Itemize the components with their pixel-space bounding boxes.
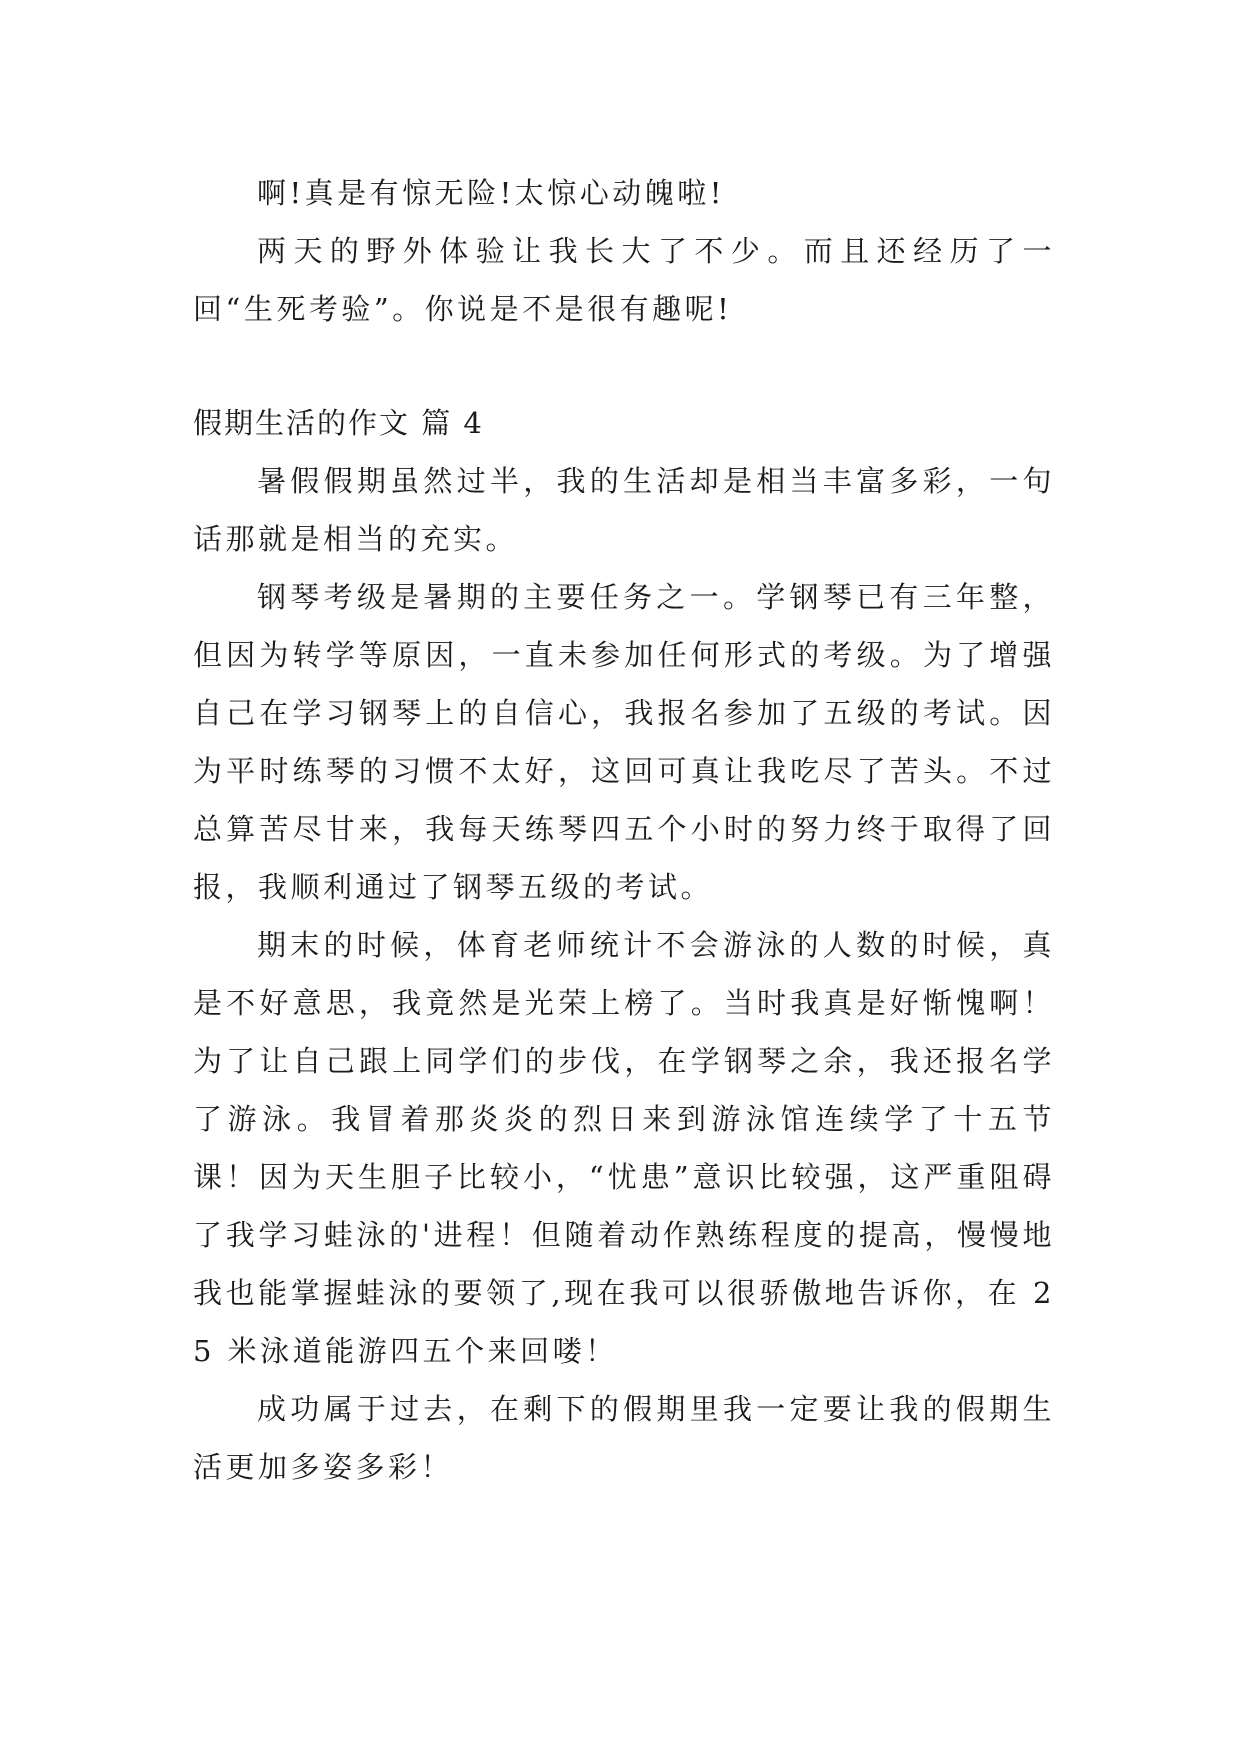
body-paragraph-2: 钢琴考级是暑期的主要任务之一。学钢琴已有三年整，但因为转学等原因，一直未参加任何形式的考级。为了增强自己在学习钢琴上的自信心，我报名参加了五级的考试。因为平时练琴的习惯不太好，这回可真让我吃尽了苦头。不过总算苦尽甘来，我每天练琴四五个小时的努力终于取得了回报，我顺利通过了钢琴五级的考试。 bbox=[193, 580, 1055, 904]
body-paragraph-1: 暑假假期虽然过半，我的生活却是相当丰富多彩，一句话那就是相当的充实。 bbox=[193, 464, 1055, 556]
body-paragraph-3: 期末的时候，体育老师统计不会游泳的人数的时候，真是不好意思，我竟然是光荣上榜了。当时我真是好惭愧啊！为了让自己跟上同学们的步伐，在学钢琴之余，我还报名学了游泳。我冒着那炎炎的烈日来到游泳馆连续学了十五节课！因为天生胆子比较小，“忧患”意识比较强，这严重阻碍了我学习蛙泳的'进程！但随着动作熟练程度的提高，慢慢地我也能掌握蛙泳的要领了,现在我可以很骄傲地告诉你，在 25 米泳道能游四五个来回喽！ bbox=[193, 928, 1055, 1368]
section-heading: 假期生活的作文 篇 4 bbox=[193, 406, 484, 440]
body-paragraph-4: 成功属于过去，在剩下的假期里我一定要让我的假期生活更加多姿多彩！ bbox=[193, 1392, 1055, 1484]
intro-paragraph-2: 两天的野外体验让我长大了不少。而且还经历了一回“生死考验”。你说是不是很有趣呢! bbox=[193, 234, 1055, 326]
intro-paragraph-1: 啊!真是有惊无险!太惊心动魄啦! bbox=[257, 176, 725, 210]
document-body bbox=[193, 164, 1055, 1496]
